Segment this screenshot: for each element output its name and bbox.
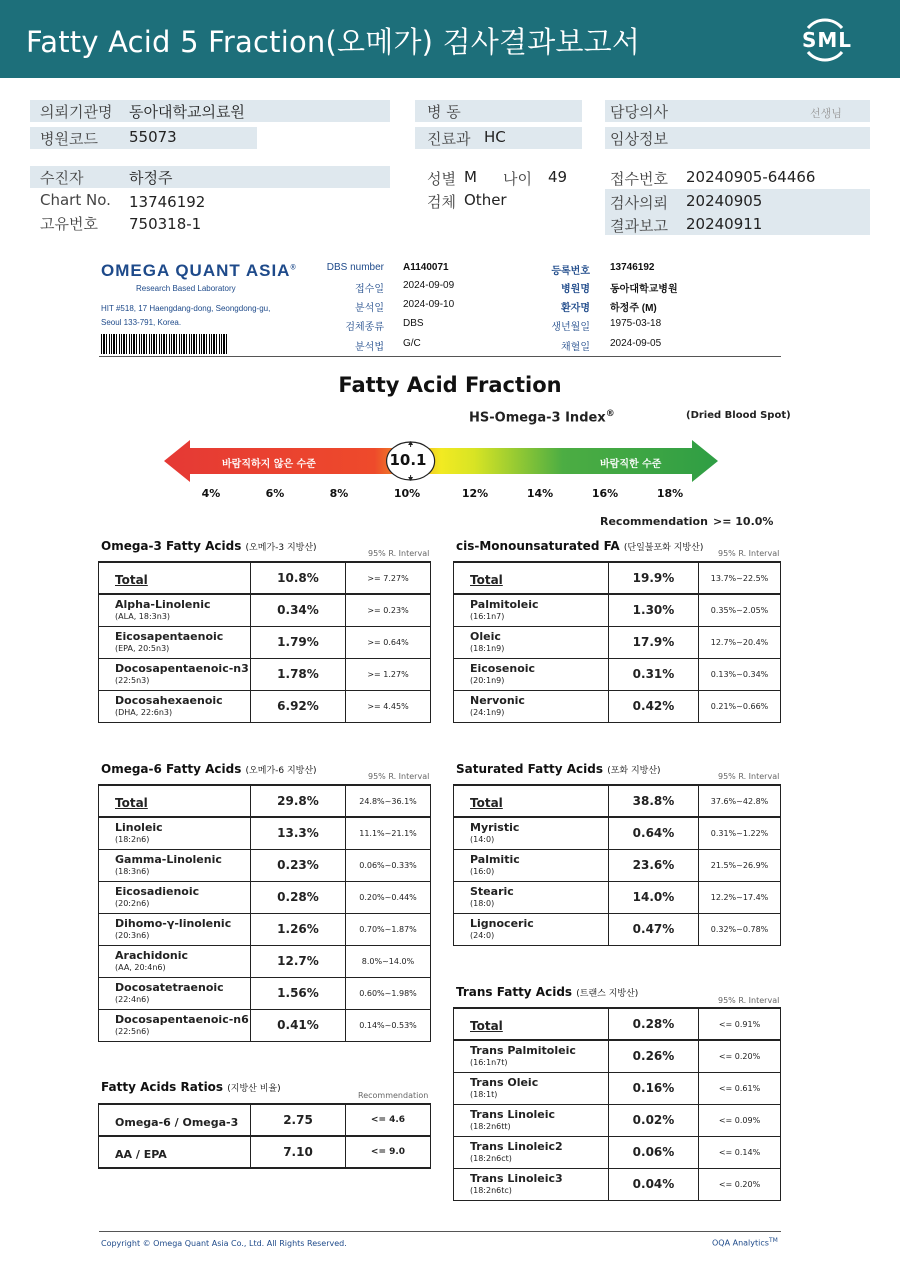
acid-name: Nervonic	[470, 694, 525, 707]
acid-code: (18:1t)	[470, 1090, 498, 1099]
acid-range: 12.7%~20.4%	[699, 626, 781, 658]
ratio-name: AA / EPA	[115, 1147, 167, 1161]
table-row	[99, 849, 431, 881]
specimen-label: 검체	[427, 193, 456, 211]
acid-code: (24:1n9)	[470, 708, 505, 717]
gauge-tick: 16%	[591, 487, 619, 500]
acid-code: (EPA, 20:5n3)	[115, 644, 170, 653]
table-row	[454, 658, 781, 690]
ward-label: 병 동	[427, 103, 461, 121]
acid-code: (18:0)	[470, 899, 495, 908]
method-value: G/C	[403, 338, 421, 349]
acid-value: 23.6%	[609, 849, 699, 881]
acid-value: 0.64%	[609, 817, 699, 849]
acid-code: (ALA, 18:3n3)	[115, 612, 171, 622]
table-row	[99, 881, 431, 913]
gauge-tick: 12%	[461, 487, 489, 500]
acid-name: Trans Palmitoleic	[470, 1044, 576, 1058]
dob-label: 생년월일	[551, 322, 590, 333]
unique-label: 고유번호	[40, 215, 98, 233]
acid-range: <= 0.09%	[699, 1104, 781, 1136]
omega3-ri-label: 95% R. Interval	[368, 549, 430, 558]
hospital-code-label: 병원코드	[40, 130, 98, 148]
acid-range: 0.13%~0.34%	[699, 658, 781, 690]
request-label: 검사의뢰	[610, 194, 668, 212]
report-date-label: 결과보고	[610, 217, 668, 235]
acid-code: (20:2n6)	[115, 899, 150, 908]
acid-range: 8.0%~14.0%	[346, 945, 431, 977]
acid-code: (22:4n6)	[115, 995, 150, 1004]
omega6-section-title: Omega-6 Fatty Acids (오메가-6 지방산)	[101, 762, 317, 776]
table-row	[99, 626, 431, 658]
acid-code: (AA, 20:4n6)	[115, 963, 166, 972]
acid-name: Trans Linoleic3	[470, 1172, 563, 1185]
ratio-range: <= 4.6	[346, 1104, 431, 1136]
patient-box	[30, 166, 390, 188]
acid-code: (20:3n6)	[115, 931, 150, 940]
acid-code: (16:0)	[470, 867, 495, 876]
table-row	[99, 785, 431, 817]
acid-name: Docosahexaenoic	[115, 694, 223, 707]
gauge-tick: 14%	[526, 487, 554, 500]
acid-name: Docosapentaenoic-n6	[115, 1013, 249, 1026]
table-row	[454, 1168, 781, 1200]
total-label: Total	[470, 1018, 503, 1033]
total-value: 19.9%	[609, 562, 699, 594]
gauge-tick: 18%	[656, 487, 684, 500]
acid-range: >= 0.23%	[346, 594, 431, 626]
analyzed-label: 분석일	[355, 303, 384, 314]
acid-range: 21.5%~26.9%	[699, 849, 781, 881]
total-value: 0.28%	[609, 1008, 699, 1040]
acid-name: Trans Linoleic2	[470, 1140, 563, 1153]
acid-value: 0.41%	[251, 1009, 346, 1041]
sml-logo-text: SML	[802, 28, 853, 52]
specimen-type-value: DBS	[403, 318, 424, 329]
collected-label: 채혈일	[561, 342, 590, 353]
table-row	[454, 1072, 781, 1104]
acid-code: (DHA, 22:6n3)	[115, 708, 173, 717]
received-label: 접수일	[355, 284, 384, 295]
total-range: 37.6%~42.8%	[699, 785, 781, 817]
acid-code: (18:2n6ct)	[470, 1154, 512, 1163]
patient-value: 하정주	[129, 169, 173, 187]
recommendation-label: Recommendation	[600, 515, 708, 528]
hospital-name-value: 동아대학교병원	[610, 284, 678, 295]
acid-range: 12.2%~17.4%	[699, 881, 781, 913]
acid-value: 17.9%	[609, 626, 699, 658]
total-range: 24.8%~36.1%	[346, 785, 431, 817]
table-row	[454, 1040, 781, 1072]
table-row	[454, 1008, 781, 1040]
acid-code: (22:5n3)	[115, 676, 150, 685]
acid-range: 0.06%~0.33%	[346, 849, 431, 881]
total-value: 38.8%	[609, 785, 699, 817]
acid-range: 0.20%~0.44%	[346, 881, 431, 913]
table-row	[99, 1136, 431, 1168]
lab-logo: OMEGA QUANT ASIA®	[101, 261, 297, 280]
acid-range: 0.35%~2.05%	[699, 594, 781, 626]
acid-code: (20:1n9)	[470, 676, 505, 685]
table-row	[454, 562, 781, 594]
acid-range: 11.1%~21.1%	[346, 817, 431, 849]
receipt-value: 20240905-64466	[686, 168, 816, 186]
acid-value: 1.56%	[251, 977, 346, 1009]
acid-range: <= 0.20%	[699, 1168, 781, 1200]
institution-label: 의뢰기관명	[40, 103, 113, 121]
acid-name: Eicosadienoic	[115, 885, 200, 898]
acid-value: 0.28%	[251, 881, 346, 913]
gauge-desirable-label: 바람직한 수준	[600, 459, 662, 470]
omega6-ri-label: 95% R. Interval	[368, 772, 430, 781]
gauge-tick: 10%	[393, 487, 421, 500]
chart-value: 13746192	[129, 193, 206, 211]
report-title: Fatty Acid 5 Fraction(오메가) 검사결과보고서	[26, 25, 641, 59]
table-row	[454, 626, 781, 658]
acid-range: <= 0.61%	[699, 1072, 781, 1104]
gauge-tick: 8%	[329, 487, 349, 500]
age-value: 49	[548, 168, 568, 186]
acid-value: 0.04%	[609, 1168, 699, 1200]
ratio-value: 7.10	[251, 1136, 346, 1168]
doctor-label: 담당의사	[610, 103, 668, 121]
table-row	[454, 690, 781, 722]
dried-blood-spot-note: (Dried Blood Spot)	[686, 410, 791, 421]
acid-value: 0.34%	[251, 594, 346, 626]
method-label: 분석법	[355, 342, 384, 353]
copyright: Copyright © Omega Quant Asia Co., Ltd. All Rights Reserved.	[101, 1239, 347, 1248]
acid-range: 0.14%~0.53%	[346, 1009, 431, 1041]
acid-name: Arachidonic	[115, 949, 189, 962]
total-range: >= 7.27%	[346, 562, 431, 594]
total-value: 29.8%	[251, 785, 346, 817]
acid-code: (24:0)	[470, 931, 495, 940]
table-row	[99, 1104, 431, 1136]
total-range: <= 0.91%	[699, 1008, 781, 1040]
trans-section-title: Trans Fatty Acids (트랜스 지방산)	[456, 985, 639, 999]
acid-value: 0.06%	[609, 1136, 699, 1168]
table-row	[454, 594, 781, 626]
table-row	[99, 594, 431, 626]
acid-value: 13.3%	[251, 817, 346, 849]
clinical-label: 임상정보	[610, 130, 668, 148]
mono-section-title: cis-Monounsaturated FA (단일불포화 지방산)	[456, 539, 704, 553]
received-value: 2024-09-09	[403, 280, 455, 291]
acid-name: Myristic	[470, 821, 520, 835]
reg-no-value: 13746192	[610, 262, 655, 273]
unique-value: 750318-1	[129, 215, 202, 233]
hospital-name-label: 병원명	[561, 284, 590, 295]
acid-range: 0.70%~1.87%	[346, 913, 431, 945]
acid-value: 12.7%	[251, 945, 346, 977]
acid-range: 0.21%~0.66%	[699, 690, 781, 722]
specimen-value: Other	[464, 191, 507, 209]
acid-code: (22:5n6)	[115, 1027, 150, 1036]
table-row	[99, 1009, 431, 1041]
reg-no-label: 등록번호	[551, 266, 590, 277]
acid-name: Eicosapentaenoic	[115, 630, 224, 643]
department-value: HC	[484, 128, 506, 146]
acid-name: Linoleic	[115, 821, 163, 835]
acid-range: <= 0.20%	[699, 1040, 781, 1072]
acid-value: 0.16%	[609, 1072, 699, 1104]
receipt-label: 접수번호	[610, 170, 668, 188]
table-row	[99, 977, 431, 1009]
acid-name: Gamma-Linolenic	[115, 853, 222, 866]
institution-value: 동아대학교의료원	[129, 103, 245, 121]
department-label: 진료과	[427, 130, 471, 148]
acid-value: 0.31%	[609, 658, 699, 690]
table-row	[454, 785, 781, 817]
hs-omega3-index-title: HS-Omega-3 Index®	[469, 409, 615, 426]
fatty-acid-fraction-title: Fatty Acid Fraction	[338, 373, 562, 397]
trans-ri-label: 95% R. Interval	[718, 996, 780, 1005]
specimen-type-label: 검체종류	[345, 322, 384, 333]
gauge-tick: 4%	[201, 487, 221, 500]
dbs-label: DBS number	[326, 262, 384, 273]
acid-name: Palmitoleic	[470, 598, 539, 612]
table-row	[454, 817, 781, 849]
acid-code: (18:3n6)	[115, 867, 150, 876]
collected-value: 2024-09-05	[610, 338, 662, 349]
lab-address-line1: HIT #518, 17 Haengdang-dong, Seongdong-gu,	[101, 304, 271, 313]
table-row	[99, 945, 431, 977]
total-label: Total	[470, 572, 503, 587]
table-row	[454, 913, 781, 945]
gauge-tick: 6%	[265, 487, 285, 500]
footer-divider	[99, 1231, 781, 1232]
request-value: 20240905	[686, 192, 763, 210]
acid-name: Stearic	[470, 885, 514, 898]
omega6-table	[98, 784, 431, 1042]
patient-label: 수진자	[40, 169, 84, 187]
acid-value: 0.23%	[251, 849, 346, 881]
acid-name: Trans Oleic	[470, 1076, 539, 1089]
lab-divider	[99, 356, 781, 357]
total-label: Total	[470, 795, 503, 810]
ratios-section-title: Fatty Acids Ratios (지방산 비율)	[101, 1080, 281, 1094]
sex-label: 성별	[427, 170, 456, 188]
omega3-table	[98, 561, 431, 723]
acid-code: (16:1n7)	[470, 612, 505, 622]
mono-table	[453, 561, 781, 723]
lab-address-line2: Seoul 133-791, Korea.	[101, 318, 182, 327]
acid-code: (18:2n6)	[115, 835, 150, 845]
total-label: Total	[115, 572, 148, 587]
acid-name: Trans Linoleic	[470, 1108, 556, 1121]
chart-label: Chart No.	[40, 191, 111, 209]
saturated-ri-label: 95% R. Interval	[718, 772, 780, 781]
acid-range: 0.60%~1.98%	[346, 977, 431, 1009]
acid-code: (18:2n6tt)	[470, 1122, 511, 1131]
oqa-analytics: OQA Analytics™	[712, 1237, 778, 1248]
saturated-section-title: Saturated Fatty Acids (포화 지방산)	[456, 762, 661, 776]
acid-value: 6.92%	[251, 690, 346, 722]
table-row	[99, 817, 431, 849]
acid-name: Oleic	[470, 630, 501, 643]
acid-name: Dihomo-γ-linolenic	[115, 917, 232, 930]
ratio-value: 2.75	[251, 1104, 346, 1136]
report-date-value: 20240911	[686, 215, 763, 233]
table-row	[454, 849, 781, 881]
sex-value: M	[464, 168, 477, 186]
acid-range: <= 0.14%	[699, 1136, 781, 1168]
ratio-range: <= 9.0	[346, 1136, 431, 1168]
acid-name: Lignoceric	[470, 917, 534, 930]
total-value: 10.8%	[251, 562, 346, 594]
ratio-name: Omega-6 / Omega-3	[115, 1115, 239, 1129]
acid-name: Alpha-Linolenic	[115, 598, 211, 612]
acid-name: Docosapentaenoic-n3	[115, 662, 249, 675]
hospital-code-value: 55073	[129, 128, 177, 146]
acid-value: 1.79%	[251, 626, 346, 658]
acid-name: Docosatetraenoic	[115, 981, 224, 994]
table-row	[454, 1136, 781, 1168]
table-row	[454, 881, 781, 913]
barcode	[101, 334, 229, 354]
total-label: Total	[115, 795, 148, 810]
acid-value: 0.26%	[609, 1040, 699, 1072]
recommendation-value: >= 10.0%	[713, 515, 774, 528]
dbs-value: A1140071	[403, 262, 449, 273]
total-range: 13.7%~22.5%	[699, 562, 781, 594]
ratios-header: Recommendation	[358, 1091, 429, 1100]
acid-value: 0.42%	[609, 690, 699, 722]
table-row	[99, 658, 431, 690]
table-row	[454, 1104, 781, 1136]
patient-name-label: 환자명	[561, 303, 590, 314]
doctor-suffix: 선생님	[810, 107, 842, 120]
gauge-undesirable-label: 바람직하지 않은 수준	[222, 459, 316, 470]
dob-value: 1975-03-18	[610, 318, 662, 329]
patient-name-value: 하정주 (M)	[610, 303, 657, 314]
acid-name: Palmitic	[470, 853, 520, 866]
acid-range: 0.31%~1.22%	[699, 817, 781, 849]
saturated-table	[453, 784, 781, 946]
gauge-value: 10.1	[389, 451, 427, 469]
acid-value: 1.26%	[251, 913, 346, 945]
acid-code: (18:1n9)	[470, 644, 505, 653]
acid-value: 1.30%	[609, 594, 699, 626]
acid-value: 0.47%	[609, 913, 699, 945]
ratios-table	[98, 1103, 431, 1169]
acid-value: 14.0%	[609, 881, 699, 913]
acid-range: >= 4.45%	[346, 690, 431, 722]
trans-table	[453, 1007, 781, 1201]
acid-code: (18:2n6tc)	[470, 1186, 512, 1195]
age-label: 나이	[503, 170, 532, 188]
analyzed-value: 2024-09-10	[403, 299, 455, 310]
lab-subtitle: Research Based Laboratory	[136, 284, 236, 293]
omega3-section-title: Omega-3 Fatty Acids (오메가-3 지방산)	[101, 539, 317, 553]
table-row	[99, 913, 431, 945]
acid-value: 1.78%	[251, 658, 346, 690]
acid-code: (16:1n7t)	[470, 1058, 508, 1068]
mono-ri-label: 95% R. Interval	[718, 549, 780, 558]
acid-code: (14:0)	[470, 835, 495, 845]
table-row	[99, 690, 431, 722]
acid-range: >= 0.64%	[346, 626, 431, 658]
acid-value: 0.02%	[609, 1104, 699, 1136]
acid-range: 0.32%~0.78%	[699, 913, 781, 945]
table-row	[99, 562, 431, 594]
acid-name: Eicosenoic	[470, 662, 536, 675]
acid-range: >= 1.27%	[346, 658, 431, 690]
